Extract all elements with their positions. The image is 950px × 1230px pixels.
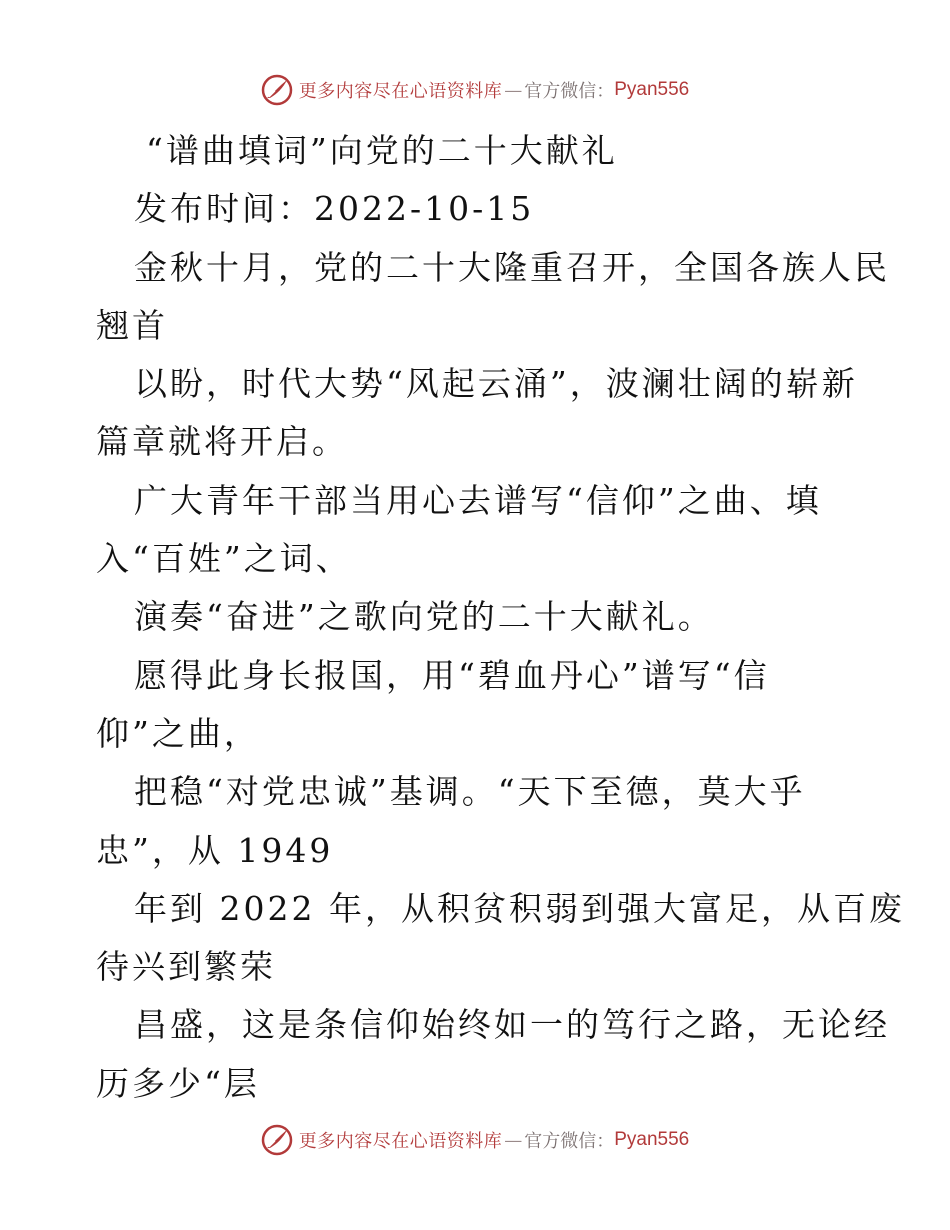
paragraph-line: 广大青年干部当用心去谱写“信仰”之曲、填 (134, 480, 822, 520)
watermark-text: 更多内容尽在心语资料库 (298, 1131, 503, 1152)
paragraph-line: 演奏“奋进”之歌向党的二十大献礼。 (134, 597, 714, 637)
watermark-wechat-label: 官方微信： (524, 81, 615, 102)
paragraph-line: 翘首 (96, 305, 168, 345)
paragraph-line: 愿得此身长报国，用“碧血丹心”谱写“信 (134, 655, 770, 695)
watermark-text: 更多内容尽在心语资料库 (298, 81, 503, 102)
paragraph-line: 以盼，时代大势“风起云涌”，波澜壮阔的崭新 (134, 364, 858, 404)
watermark-wechat-label: 官方微信： (524, 1131, 615, 1152)
paragraph-line: 入“百姓”之词、 (96, 539, 352, 579)
paragraph-line: 仰”之曲， (96, 713, 260, 753)
paragraph-line: 年到 2022 年，从积贫积弱到强大富足，从百废 (134, 888, 905, 928)
header-watermark (0, 72, 950, 108)
document-title: “谱曲填词”向党的二十大献礼 (146, 131, 618, 170)
watermark-separator: — (504, 1129, 523, 1151)
quill-logo-icon (261, 74, 293, 106)
paragraph-line: 待兴到繁荣 (96, 947, 276, 987)
publish-date-line: 发布时间：2022-10-15 (134, 189, 535, 229)
quill-logo-icon (261, 1124, 293, 1156)
paragraph-line: 历多少“层 (96, 1063, 260, 1103)
document-body (96, 122, 905, 1113)
watermark-wechat-id: Pyan556 (614, 1129, 690, 1150)
paragraph-line: 金秋十月，党的二十大隆重召开，全国各族人民 (134, 247, 890, 287)
paragraph-line: 昌盛，这是条信仰始终如一的笃行之路，无论经 (134, 1005, 890, 1045)
footer-watermark (0, 1122, 950, 1158)
paragraph-line: 忠”，从 1949 (96, 830, 334, 870)
watermark-wechat-id: Pyan556 (614, 79, 690, 100)
watermark-separator: — (504, 79, 523, 101)
paragraph-line: 把稳“对党忠诚”基调。“天下至德，莫大乎 (134, 772, 806, 812)
paragraph-line: 篇章就将开启。 (96, 422, 348, 462)
